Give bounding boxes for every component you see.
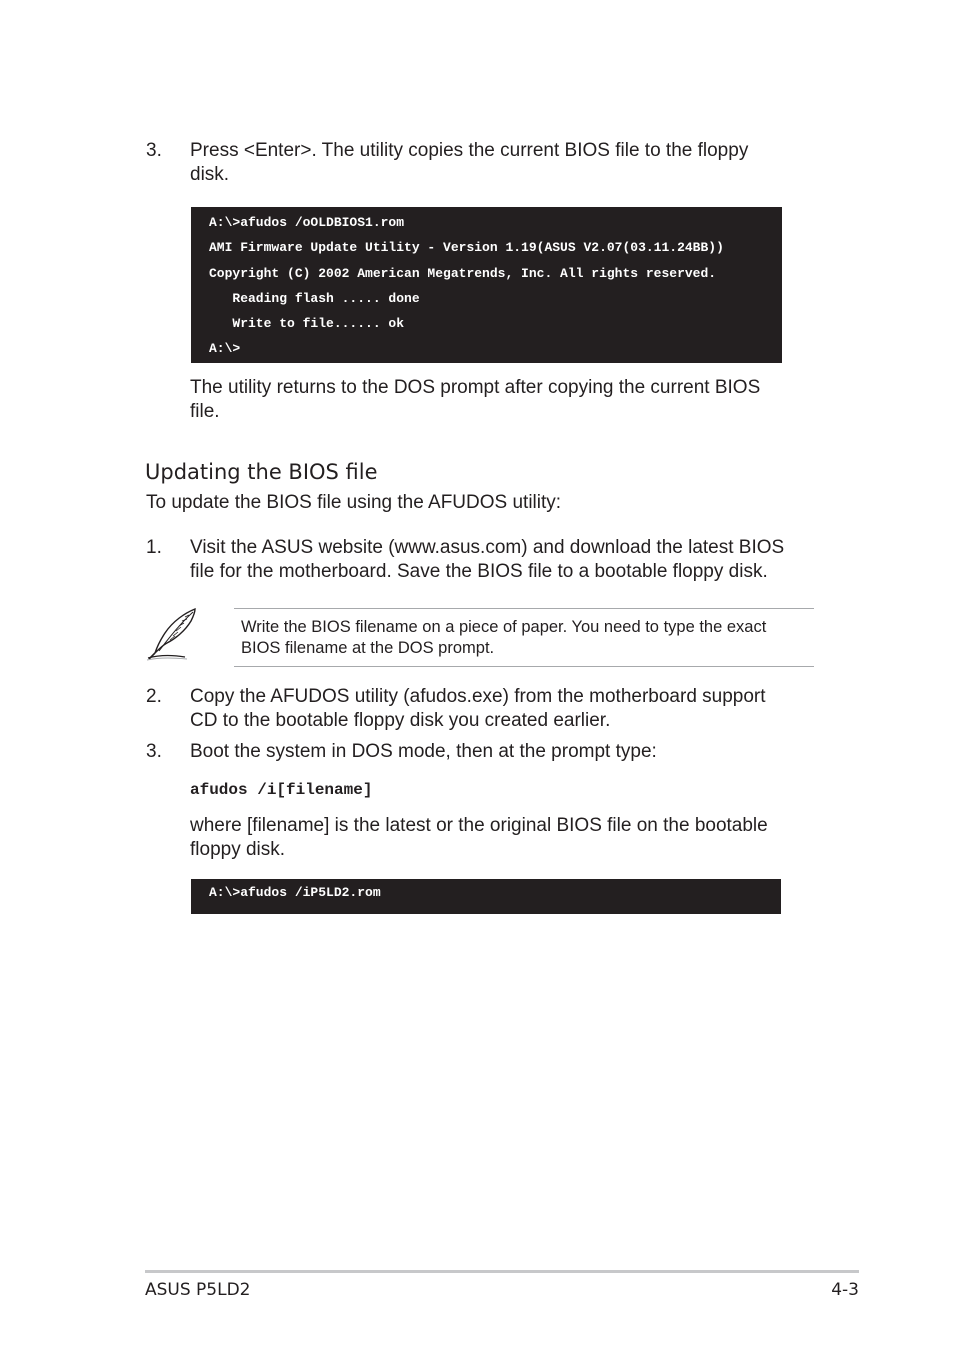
section-heading: Updating the BIOS file — [145, 460, 378, 484]
step-text-line: file for the motherboard. Save the BIOS file to a bootable floppy disk. — [190, 561, 768, 582]
paragraph-line: file. — [190, 401, 220, 422]
step-text-line: disk. — [190, 164, 230, 185]
console-output-box — [191, 879, 781, 914]
note-top-rule — [234, 608, 814, 609]
step-text-line: Copy the AFUDOS utility (afudos.exe) from the motherboard support — [190, 686, 766, 707]
step-text-line: CD to the bootable floppy disk you created earlier. — [190, 710, 611, 731]
step-number: 2. — [146, 686, 162, 707]
console-line: A:\> — [209, 341, 241, 356]
paragraph-line: The utility returns to the DOS prompt after copying the current BIOS — [190, 377, 761, 398]
step-number: 1. — [146, 537, 162, 558]
console-line: A:\>afudos /iP5LD2.rom — [209, 885, 381, 900]
paragraph-line: floppy disk. — [190, 839, 286, 860]
console-line: Write to file...... ok — [209, 316, 405, 331]
paragraph-line: where [filename] is the latest or the original BIOS file on the bootable — [190, 815, 768, 836]
footer-product-name: ASUS P5LD2 — [145, 1280, 251, 1300]
console-line: A:\>afudos /oOLDBIOS1.rom — [209, 215, 405, 230]
step-text-line: Press <Enter>. The utility copies the current BIOS file to the floppy — [190, 140, 749, 161]
step-text-line: Visit the ASUS website (www.asus.com) and download the latest BIOS — [190, 537, 785, 558]
note-text-line: Write the BIOS filename on a piece of paper. You need to type the exact — [241, 618, 767, 636]
step-text-line: Boot the system in DOS mode, then at the prompt type: — [190, 741, 657, 762]
step-number: 3. — [146, 140, 162, 161]
console-line: Reading flash ..... done — [209, 291, 420, 306]
console-output-box — [191, 207, 782, 363]
console-line: Copyright (C) 2002 American Megatrends, Inc. All rights reserved. — [209, 266, 717, 281]
section-intro: To update the BIOS file using the AFUDOS utility: — [146, 492, 562, 513]
note-bottom-rule — [234, 666, 814, 667]
footer-page-number: 4-3 — [831, 1280, 859, 1300]
command-text: afudos /i[filename] — [190, 781, 373, 799]
note-text-line: BIOS filename at the DOS prompt. — [241, 639, 495, 657]
footer-rule — [145, 1270, 859, 1273]
quill-pen-icon — [145, 605, 201, 661]
console-line: AMI Firmware Update Utility - Version 1.19(ASUS V2.07(03.11.24BB)) — [209, 240, 724, 255]
step-number: 3. — [146, 741, 162, 762]
